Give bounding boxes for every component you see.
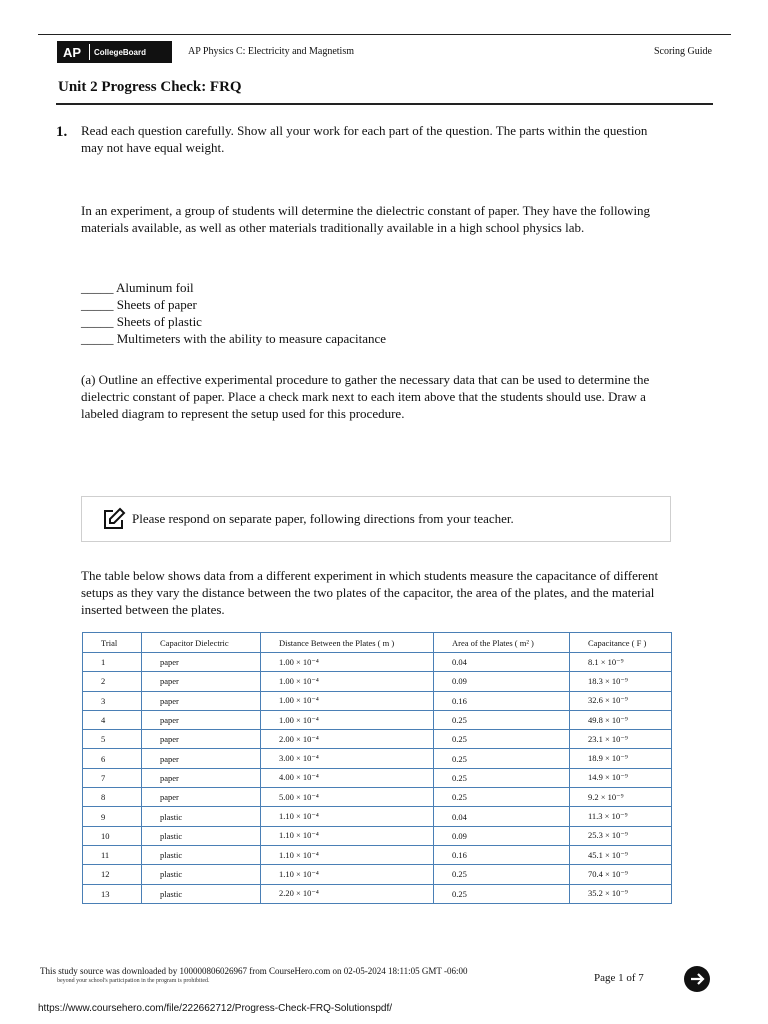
download-note: This study source was downloaded by 100000806026967 from CourseHero.com on 02-05-2024 18:11:05 GMT -06:00 (40, 966, 468, 976)
table-cell: plastic (142, 865, 261, 884)
table-cell: 1.00 × 10⁻⁴ (261, 672, 434, 691)
table-cell: 0.25 (434, 865, 570, 884)
table-cell: 5 (83, 730, 142, 749)
table-cell: 0.25 (434, 710, 570, 729)
table-intro: The table below shows data from a different experiment in which students measure the capacitance of different setups as they vary the distance between the two plates of the capacitor, the area of the plates, and the material inserted between the plates. (81, 568, 659, 617)
question-intro: Read each question carefully. Show all your work for each part of the question. The parts within the question may not have equal weight. (81, 123, 648, 155)
table-cell: paper (142, 653, 261, 672)
source-url[interactable]: https://www.coursehero.com/file/222662712/Progress-Check-FRQ-Solutionspdf/ (38, 1003, 393, 1014)
page-number: Page 1 of 7 (594, 972, 644, 984)
table-cell: 9 (83, 807, 142, 826)
table-cell: 0.25 (434, 788, 570, 807)
table-cell: 35.2 × 10⁻⁹ (570, 884, 672, 903)
table-cell: 12 (83, 865, 142, 884)
table-cell: 1.10 × 10⁻⁴ (261, 845, 434, 864)
column-header: Distance Between the Plates ( m ) (261, 633, 434, 653)
table-cell: 0.25 (434, 749, 570, 768)
table-cell: 10 (83, 826, 142, 845)
table-cell: 0.09 (434, 672, 570, 691)
table-cell: 4.00 × 10⁻⁴ (261, 768, 434, 787)
table-cell: 11.3 × 10⁻⁹ (570, 807, 672, 826)
table-row (83, 691, 672, 710)
table-cell: paper (142, 788, 261, 807)
table-cell: 0.25 (434, 730, 570, 749)
list-item: _____ Multimeters with the ability to measure capacitance (81, 331, 387, 346)
table-cell: 45.1 × 10⁻⁹ (570, 845, 672, 864)
table-cell: 2.20 × 10⁻⁴ (261, 884, 434, 903)
page-title: Unit 2 Progress Check: FRQ (58, 79, 242, 95)
ap-collegeboard-logo (57, 41, 172, 63)
table-cell: 0.25 (434, 768, 570, 787)
column-header: Capacitor Dielectric (142, 633, 261, 653)
column-header: Trial (83, 633, 142, 653)
table-cell: 6 (83, 749, 142, 768)
edit-icon (102, 507, 126, 531)
table-row (83, 788, 672, 807)
respond-text: Please respond on separate paper, following directions from your teacher. (132, 511, 514, 526)
table-cell: 8 (83, 788, 142, 807)
table-header-row (83, 633, 672, 653)
table-cell: 2.00 × 10⁻⁴ (261, 730, 434, 749)
table-cell: 14.9 × 10⁻⁹ (570, 768, 672, 787)
fine-print: beyond your school's participation in the program is prohibited. (57, 978, 210, 984)
list-item: _____ Sheets of plastic (81, 314, 202, 329)
table-cell: 1.10 × 10⁻⁴ (261, 807, 434, 826)
table-cell: 1 (83, 653, 142, 672)
table-cell: 3 (83, 691, 142, 710)
part-a-text: (a) Outline an effective experimental procedure to gather the necessary data that can be used to determine the dielectric constant of paper. Place a check mark next to each item above that the students should use. Draw a labeled diagram to represent the setup used for this procedure. (81, 372, 650, 421)
table-cell: 0.16 (434, 691, 570, 710)
table-cell: paper (142, 672, 261, 691)
ap-logo-text: AP (63, 44, 82, 60)
table-row (83, 653, 672, 672)
table-cell: plastic (142, 807, 261, 826)
table-cell: 1.00 × 10⁻⁴ (261, 691, 434, 710)
table-row (83, 807, 672, 826)
table-row (83, 884, 672, 903)
table-cell: 8.1 × 10⁻⁹ (570, 653, 672, 672)
course-title: AP Physics C: Electricity and Magnetism (188, 46, 355, 57)
list-item: _____ Aluminum foil (81, 280, 194, 295)
table-cell: 25.3 × 10⁻⁹ (570, 826, 672, 845)
table-cell: 2 (83, 672, 142, 691)
table-row (83, 672, 672, 691)
table-cell: 70.4 × 10⁻⁹ (570, 865, 672, 884)
table-cell: paper (142, 710, 261, 729)
table-row (83, 710, 672, 729)
table-cell: paper (142, 749, 261, 768)
table-cell: 3.00 × 10⁻⁴ (261, 749, 434, 768)
table-cell: plastic (142, 845, 261, 864)
table-cell: 5.00 × 10⁻⁴ (261, 788, 434, 807)
table-cell: 0.16 (434, 845, 570, 864)
table-cell: 1.00 × 10⁻⁴ (261, 653, 434, 672)
table-cell: 7 (83, 768, 142, 787)
next-page-button[interactable] (684, 966, 710, 992)
list-item: _____ Sheets of paper (81, 297, 197, 312)
table-cell: 4 (83, 710, 142, 729)
table-cell: 1.10 × 10⁻⁴ (261, 865, 434, 884)
data-table (82, 632, 672, 904)
title-rule (56, 103, 713, 105)
table-row (83, 768, 672, 787)
table-cell: 23.1 × 10⁻⁹ (570, 730, 672, 749)
respond-box (81, 496, 671, 542)
column-header: Capacitance ( F ) (570, 633, 672, 653)
table-cell: plastic (142, 884, 261, 903)
table-cell: 13 (83, 884, 142, 903)
table-cell: 49.8 × 10⁻⁹ (570, 710, 672, 729)
question-number: 1. (56, 124, 68, 140)
table-cell: 1.10 × 10⁻⁴ (261, 826, 434, 845)
table-row (83, 845, 672, 864)
table-cell: 11 (83, 845, 142, 864)
table-cell: 0.09 (434, 826, 570, 845)
table-cell: paper (142, 691, 261, 710)
scenario-text: In an experiment, a group of students will determine the dielectric constant of paper. They have the following materials available, as well as other materials traditionally available in a high school physics lab. (81, 203, 651, 235)
scoring-guide-label: Scoring Guide (653, 46, 712, 57)
table-cell: 0.25 (434, 884, 570, 903)
column-header: Area of the Plates ( m² ) (434, 633, 570, 653)
table-cell: 32.6 × 10⁻⁹ (570, 691, 672, 710)
table-cell: 18.9 × 10⁻⁹ (570, 749, 672, 768)
table-cell: 0.04 (434, 653, 570, 672)
table-cell: plastic (142, 826, 261, 845)
collegeboard-logo-text: CollegeBoard (94, 47, 147, 57)
table-cell: paper (142, 768, 261, 787)
table-cell: 18.3 × 10⁻⁹ (570, 672, 672, 691)
arrow-right-icon (689, 971, 705, 987)
table-row (83, 826, 672, 845)
table-cell: 1.00 × 10⁻⁴ (261, 710, 434, 729)
top-rule (38, 34, 731, 35)
table-row (83, 749, 672, 768)
table-row (83, 865, 672, 884)
table-cell: paper (142, 730, 261, 749)
table-cell: 9.2 × 10⁻⁹ (570, 788, 672, 807)
materials-list (81, 279, 386, 347)
table-cell: 0.04 (434, 807, 570, 826)
table-row (83, 730, 672, 749)
